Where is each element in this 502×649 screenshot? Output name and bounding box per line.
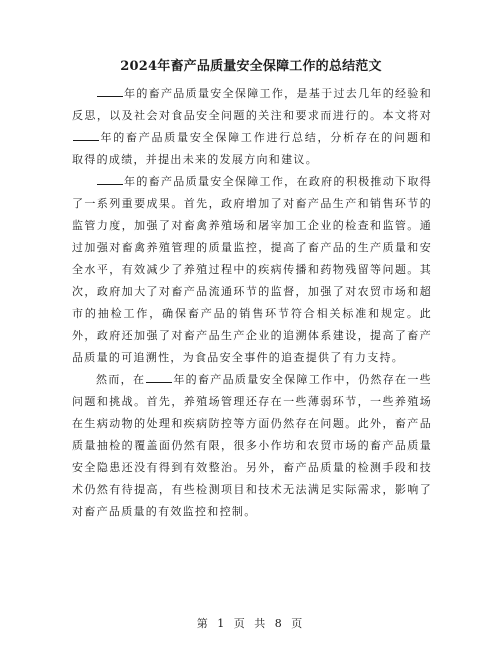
blank-underline <box>97 84 123 97</box>
blank-underline <box>73 128 99 141</box>
paragraph-3 <box>72 369 432 523</box>
paragraph-3-lead: 然而，在 <box>96 373 146 386</box>
paragraph-2 <box>72 171 432 369</box>
blank-underline <box>146 370 172 383</box>
document-body <box>72 83 432 523</box>
paragraph-1 <box>72 83 432 171</box>
blank-underline <box>97 172 123 185</box>
page-footer: 第 1 页 共 8 页 <box>196 617 306 630</box>
paragraph-3-text: 年的畜产品质量安全保障工作中，仍然存在一些问题和挑战。首先，养殖场管理还存在一些薄弱环节，一些养殖场在生病动物的处理和疾病防控等方面仍然存在问题。此外，畜产品质量抽检的覆盖面仍然有限，很多小作坊和农贸市场的畜产品质量安全隐患还没有得到有效整治。另外，畜产品质量的检测手段和技术仍然有待提高，有些检测项目和技术无法满足实际需求，影响了对畜产品质量的有效监控和控制。 <box>72 373 432 518</box>
paragraph-1-text-a: 年的畜产品质量安全保障工作，是基于过去几年的经验和反思，以及社会对食品安全问题的关注和要求而进行的。本文将对 <box>72 87 432 122</box>
document-title: 2024年畜产品质量安全保障工作的总结范文 <box>120 59 382 74</box>
paragraph-1-text-b: 年的畜产品质量安全保障工作进行总结，分析存在的问题和取得的成绩，并提出未来的发展方向和建议。 <box>72 131 432 166</box>
paragraph-2-text: 年的畜产品质量安全保障工作，在政府的积极推动下取得了一系列重要成果。首先，政府增加了对畜产品生产和销售环节的监管力度，加强了对畜禽养殖场和屠宰加工企业的检查和监管。通过加强对畜禽养殖管理的质量监控，提高了畜产品的生产质量和安全水平，有效减少了养殖过程中的疾病传播和药物残留等问题。其次，政府加大了对畜产品流通环节的监督，加强了对农贸市场和超市的抽检工作，确保畜产品的销售环节符合相关标准和规定。此外，政府还加强了对畜产品生产企业的追溯体系建设，提高了畜产品质量的可追溯性，为食品安全事件的追查提供了有力支持。 <box>72 175 432 364</box>
